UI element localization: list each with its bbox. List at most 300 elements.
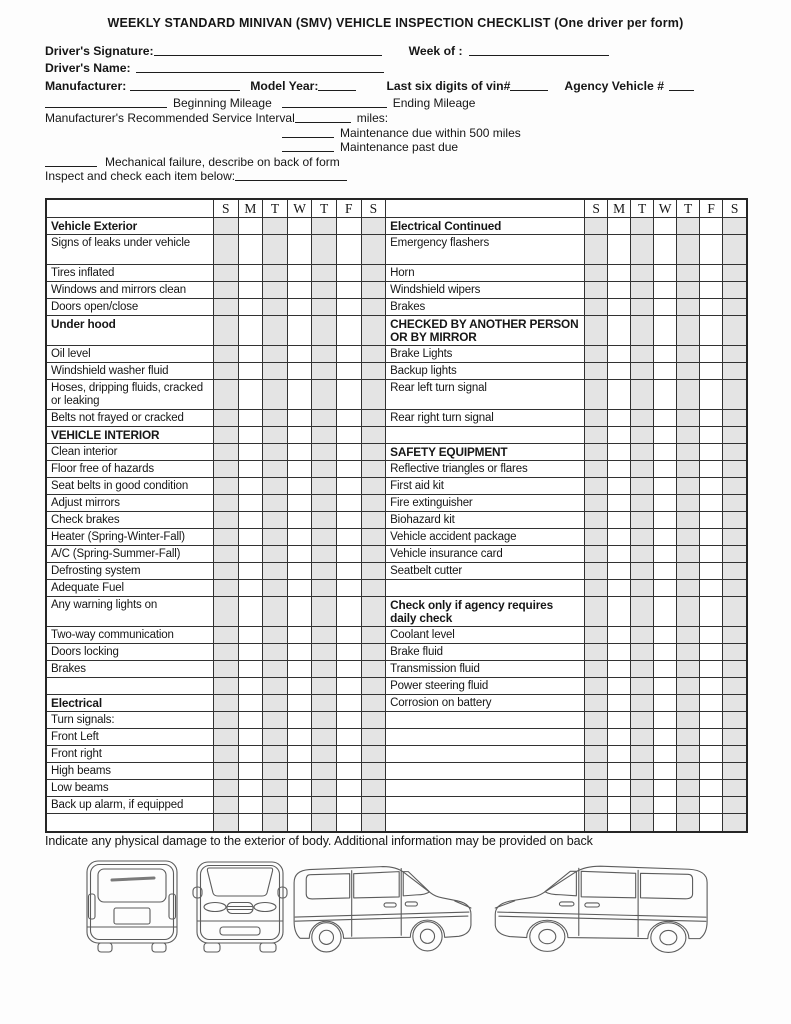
check-cell[interactable]	[288, 235, 313, 265]
check-cell[interactable]	[239, 265, 264, 282]
check-cell[interactable]	[700, 780, 723, 797]
check-cell[interactable]	[239, 529, 264, 546]
check-cell[interactable]	[631, 763, 654, 780]
check-cell[interactable]	[608, 563, 631, 580]
check-cell[interactable]	[337, 627, 362, 644]
check-cell[interactable]	[263, 380, 288, 410]
check-cell[interactable]	[608, 346, 631, 363]
check-cell[interactable]	[677, 580, 700, 597]
check-cell[interactable]	[700, 380, 723, 410]
check-cell[interactable]	[337, 265, 362, 282]
check-cell[interactable]	[631, 797, 654, 814]
check-cell[interactable]	[585, 597, 608, 627]
check-cell[interactable]	[214, 282, 239, 299]
check-cell[interactable]	[362, 546, 387, 563]
check-cell[interactable]	[312, 644, 337, 661]
maintenance-due-field[interactable]	[282, 126, 334, 138]
check-cell[interactable]	[337, 346, 362, 363]
check-cell[interactable]	[654, 218, 677, 235]
check-cell[interactable]	[239, 814, 264, 831]
check-cell[interactable]	[337, 410, 362, 427]
check-cell[interactable]	[362, 512, 387, 529]
check-cell[interactable]	[214, 627, 239, 644]
mechanical-failure-field[interactable]	[45, 155, 97, 167]
check-cell[interactable]	[585, 563, 608, 580]
service-interval-field[interactable]	[295, 111, 351, 123]
check-cell[interactable]	[631, 478, 654, 495]
check-cell[interactable]	[608, 380, 631, 410]
check-cell[interactable]	[608, 410, 631, 427]
check-cell[interactable]	[723, 495, 746, 512]
check-cell[interactable]	[631, 661, 654, 678]
check-cell[interactable]	[312, 316, 337, 346]
check-cell[interactable]	[312, 712, 337, 729]
check-cell[interactable]	[239, 597, 264, 627]
check-cell[interactable]	[631, 235, 654, 265]
check-cell[interactable]	[723, 316, 746, 346]
check-cell[interactable]	[263, 580, 288, 597]
check-cell[interactable]	[263, 346, 288, 363]
check-cell[interactable]	[723, 363, 746, 380]
check-cell[interactable]	[700, 546, 723, 563]
check-cell[interactable]	[631, 746, 654, 763]
check-cell[interactable]	[214, 380, 239, 410]
check-cell[interactable]	[677, 678, 700, 695]
check-cell[interactable]	[700, 661, 723, 678]
check-cell[interactable]	[723, 380, 746, 410]
check-cell[interactable]	[654, 235, 677, 265]
check-cell[interactable]	[263, 363, 288, 380]
check-cell[interactable]	[654, 282, 677, 299]
check-cell[interactable]	[263, 265, 288, 282]
check-cell[interactable]	[337, 797, 362, 814]
check-cell[interactable]	[677, 461, 700, 478]
check-cell[interactable]	[214, 410, 239, 427]
check-cell[interactable]	[288, 814, 313, 831]
check-cell[interactable]	[608, 282, 631, 299]
check-cell[interactable]	[723, 265, 746, 282]
check-cell[interactable]	[677, 363, 700, 380]
check-cell[interactable]	[362, 363, 387, 380]
check-cell[interactable]	[288, 580, 313, 597]
check-cell[interactable]	[312, 444, 337, 461]
check-cell[interactable]	[362, 780, 387, 797]
check-cell[interactable]	[631, 265, 654, 282]
check-cell[interactable]	[700, 235, 723, 265]
check-cell[interactable]	[239, 661, 264, 678]
check-cell[interactable]	[214, 563, 239, 580]
check-cell[interactable]	[654, 580, 677, 597]
check-cell[interactable]	[677, 346, 700, 363]
check-cell[interactable]	[312, 495, 337, 512]
check-cell[interactable]	[288, 265, 313, 282]
check-cell[interactable]	[631, 580, 654, 597]
check-cell[interactable]	[288, 346, 313, 363]
check-cell[interactable]	[362, 712, 387, 729]
check-cell[interactable]	[288, 546, 313, 563]
check-cell[interactable]	[654, 512, 677, 529]
check-cell[interactable]	[362, 218, 387, 235]
check-cell[interactable]	[654, 712, 677, 729]
check-cell[interactable]	[337, 495, 362, 512]
check-cell[interactable]	[214, 235, 239, 265]
check-cell[interactable]	[214, 712, 239, 729]
check-cell[interactable]	[214, 495, 239, 512]
check-cell[interactable]	[585, 529, 608, 546]
check-cell[interactable]	[263, 627, 288, 644]
check-cell[interactable]	[263, 563, 288, 580]
check-cell[interactable]	[700, 712, 723, 729]
check-cell[interactable]	[214, 644, 239, 661]
check-cell[interactable]	[263, 746, 288, 763]
check-cell[interactable]	[362, 316, 387, 346]
check-cell[interactable]	[677, 712, 700, 729]
check-cell[interactable]	[239, 363, 264, 380]
check-cell[interactable]	[631, 512, 654, 529]
check-cell[interactable]	[263, 546, 288, 563]
check-cell[interactable]	[362, 444, 387, 461]
check-cell[interactable]	[288, 299, 313, 316]
check-cell[interactable]	[263, 729, 288, 746]
check-cell[interactable]	[214, 346, 239, 363]
check-cell[interactable]	[214, 478, 239, 495]
check-cell[interactable]	[288, 512, 313, 529]
check-cell[interactable]	[239, 495, 264, 512]
check-cell[interactable]	[654, 797, 677, 814]
check-cell[interactable]	[312, 814, 337, 831]
drivers-signature-field[interactable]	[154, 44, 382, 56]
check-cell[interactable]	[700, 444, 723, 461]
check-cell[interactable]	[608, 316, 631, 346]
check-cell[interactable]	[312, 461, 337, 478]
check-cell[interactable]	[608, 746, 631, 763]
check-cell[interactable]	[700, 316, 723, 346]
check-cell[interactable]	[700, 495, 723, 512]
check-cell[interactable]	[362, 495, 387, 512]
check-cell[interactable]	[214, 427, 239, 444]
check-cell[interactable]	[585, 627, 608, 644]
check-cell[interactable]	[723, 444, 746, 461]
check-cell[interactable]	[631, 529, 654, 546]
check-cell[interactable]	[362, 627, 387, 644]
vin-field[interactable]	[510, 79, 548, 91]
check-cell[interactable]	[337, 597, 362, 627]
maintenance-past-field[interactable]	[282, 140, 334, 152]
check-cell[interactable]	[677, 729, 700, 746]
check-cell[interactable]	[337, 780, 362, 797]
check-cell[interactable]	[239, 461, 264, 478]
check-cell[interactable]	[312, 597, 337, 627]
check-cell[interactable]	[608, 218, 631, 235]
check-cell[interactable]	[723, 627, 746, 644]
check-cell[interactable]	[700, 746, 723, 763]
check-cell[interactable]	[239, 478, 264, 495]
check-cell[interactable]	[362, 346, 387, 363]
check-cell[interactable]	[631, 282, 654, 299]
check-cell[interactable]	[263, 495, 288, 512]
check-cell[interactable]	[631, 814, 654, 831]
check-cell[interactable]	[585, 678, 608, 695]
check-cell[interactable]	[263, 218, 288, 235]
check-cell[interactable]	[263, 461, 288, 478]
check-cell[interactable]	[239, 563, 264, 580]
check-cell[interactable]	[585, 814, 608, 831]
check-cell[interactable]	[677, 780, 700, 797]
check-cell[interactable]	[239, 299, 264, 316]
check-cell[interactable]	[608, 427, 631, 444]
check-cell[interactable]	[239, 763, 264, 780]
check-cell[interactable]	[677, 218, 700, 235]
check-cell[interactable]	[677, 644, 700, 661]
check-cell[interactable]	[362, 661, 387, 678]
check-cell[interactable]	[608, 580, 631, 597]
check-cell[interactable]	[585, 299, 608, 316]
check-cell[interactable]	[585, 644, 608, 661]
check-cell[interactable]	[288, 763, 313, 780]
check-cell[interactable]	[312, 563, 337, 580]
check-cell[interactable]	[631, 363, 654, 380]
check-cell[interactable]	[700, 644, 723, 661]
check-cell[interactable]	[288, 780, 313, 797]
check-cell[interactable]	[312, 797, 337, 814]
check-cell[interactable]	[654, 780, 677, 797]
check-cell[interactable]	[288, 597, 313, 627]
check-cell[interactable]	[677, 746, 700, 763]
check-cell[interactable]	[337, 729, 362, 746]
check-cell[interactable]	[585, 363, 608, 380]
check-cell[interactable]	[214, 729, 239, 746]
check-cell[interactable]	[608, 363, 631, 380]
check-cell[interactable]	[654, 814, 677, 831]
check-cell[interactable]	[288, 410, 313, 427]
check-cell[interactable]	[585, 729, 608, 746]
check-cell[interactable]	[585, 218, 608, 235]
check-cell[interactable]	[337, 235, 362, 265]
check-cell[interactable]	[585, 695, 608, 712]
check-cell[interactable]	[362, 580, 387, 597]
check-cell[interactable]	[312, 218, 337, 235]
check-cell[interactable]	[288, 712, 313, 729]
check-cell[interactable]	[337, 546, 362, 563]
check-cell[interactable]	[631, 597, 654, 627]
check-cell[interactable]	[585, 461, 608, 478]
check-cell[interactable]	[239, 546, 264, 563]
check-cell[interactable]	[608, 512, 631, 529]
inspect-field[interactable]	[235, 169, 347, 181]
check-cell[interactable]	[608, 299, 631, 316]
check-cell[interactable]	[214, 316, 239, 346]
check-cell[interactable]	[214, 797, 239, 814]
check-cell[interactable]	[608, 678, 631, 695]
check-cell[interactable]	[631, 546, 654, 563]
check-cell[interactable]	[263, 597, 288, 627]
check-cell[interactable]	[214, 661, 239, 678]
check-cell[interactable]	[677, 410, 700, 427]
check-cell[interactable]	[214, 580, 239, 597]
check-cell[interactable]	[288, 644, 313, 661]
check-cell[interactable]	[723, 729, 746, 746]
check-cell[interactable]	[239, 512, 264, 529]
check-cell[interactable]	[654, 763, 677, 780]
check-cell[interactable]	[608, 235, 631, 265]
check-cell[interactable]	[263, 780, 288, 797]
check-cell[interactable]	[312, 780, 337, 797]
check-cell[interactable]	[337, 380, 362, 410]
check-cell[interactable]	[239, 797, 264, 814]
check-cell[interactable]	[608, 780, 631, 797]
check-cell[interactable]	[288, 316, 313, 346]
check-cell[interactable]	[337, 316, 362, 346]
check-cell[interactable]	[700, 299, 723, 316]
check-cell[interactable]	[585, 495, 608, 512]
check-cell[interactable]	[214, 218, 239, 235]
check-cell[interactable]	[362, 678, 387, 695]
check-cell[interactable]	[631, 427, 654, 444]
check-cell[interactable]	[677, 597, 700, 627]
check-cell[interactable]	[631, 712, 654, 729]
check-cell[interactable]	[312, 746, 337, 763]
check-cell[interactable]	[723, 410, 746, 427]
check-cell[interactable]	[239, 444, 264, 461]
check-cell[interactable]	[654, 265, 677, 282]
check-cell[interactable]	[362, 644, 387, 661]
check-cell[interactable]	[362, 746, 387, 763]
check-cell[interactable]	[239, 218, 264, 235]
check-cell[interactable]	[214, 695, 239, 712]
check-cell[interactable]	[585, 712, 608, 729]
check-cell[interactable]	[337, 678, 362, 695]
check-cell[interactable]	[263, 763, 288, 780]
beginning-mileage-field[interactable]	[45, 96, 167, 108]
check-cell[interactable]	[214, 265, 239, 282]
check-cell[interactable]	[362, 529, 387, 546]
check-cell[interactable]	[239, 695, 264, 712]
check-cell[interactable]	[288, 661, 313, 678]
check-cell[interactable]	[312, 529, 337, 546]
check-cell[interactable]	[362, 478, 387, 495]
check-cell[interactable]	[239, 644, 264, 661]
check-cell[interactable]	[654, 363, 677, 380]
check-cell[interactable]	[312, 695, 337, 712]
check-cell[interactable]	[608, 644, 631, 661]
check-cell[interactable]	[362, 380, 387, 410]
check-cell[interactable]	[585, 444, 608, 461]
check-cell[interactable]	[631, 780, 654, 797]
check-cell[interactable]	[263, 512, 288, 529]
check-cell[interactable]	[312, 410, 337, 427]
check-cell[interactable]	[362, 461, 387, 478]
check-cell[interactable]	[723, 644, 746, 661]
check-cell[interactable]	[654, 729, 677, 746]
check-cell[interactable]	[263, 444, 288, 461]
check-cell[interactable]	[263, 235, 288, 265]
check-cell[interactable]	[288, 495, 313, 512]
check-cell[interactable]	[631, 644, 654, 661]
check-cell[interactable]	[723, 546, 746, 563]
check-cell[interactable]	[700, 363, 723, 380]
check-cell[interactable]	[337, 427, 362, 444]
check-cell[interactable]	[312, 627, 337, 644]
check-cell[interactable]	[288, 529, 313, 546]
check-cell[interactable]	[723, 529, 746, 546]
check-cell[interactable]	[700, 427, 723, 444]
check-cell[interactable]	[700, 580, 723, 597]
check-cell[interactable]	[608, 712, 631, 729]
check-cell[interactable]	[654, 529, 677, 546]
check-cell[interactable]	[631, 678, 654, 695]
check-cell[interactable]	[263, 678, 288, 695]
check-cell[interactable]	[239, 316, 264, 346]
check-cell[interactable]	[337, 512, 362, 529]
check-cell[interactable]	[700, 729, 723, 746]
check-cell[interactable]	[723, 712, 746, 729]
check-cell[interactable]	[631, 729, 654, 746]
check-cell[interactable]	[239, 678, 264, 695]
check-cell[interactable]	[608, 265, 631, 282]
check-cell[interactable]	[700, 461, 723, 478]
check-cell[interactable]	[654, 746, 677, 763]
ending-mileage-field[interactable]	[282, 96, 387, 108]
check-cell[interactable]	[337, 444, 362, 461]
check-cell[interactable]	[214, 814, 239, 831]
check-cell[interactable]	[263, 797, 288, 814]
check-cell[interactable]	[585, 478, 608, 495]
check-cell[interactable]	[631, 627, 654, 644]
check-cell[interactable]	[214, 444, 239, 461]
check-cell[interactable]	[312, 427, 337, 444]
check-cell[interactable]	[631, 380, 654, 410]
check-cell[interactable]	[263, 410, 288, 427]
check-cell[interactable]	[677, 282, 700, 299]
check-cell[interactable]	[288, 797, 313, 814]
check-cell[interactable]	[263, 478, 288, 495]
check-cell[interactable]	[723, 797, 746, 814]
check-cell[interactable]	[608, 478, 631, 495]
check-cell[interactable]	[700, 563, 723, 580]
check-cell[interactable]	[631, 695, 654, 712]
check-cell[interactable]	[239, 627, 264, 644]
check-cell[interactable]	[337, 580, 362, 597]
check-cell[interactable]	[337, 478, 362, 495]
check-cell[interactable]	[288, 695, 313, 712]
check-cell[interactable]	[700, 797, 723, 814]
check-cell[interactable]	[337, 712, 362, 729]
check-cell[interactable]	[312, 299, 337, 316]
check-cell[interactable]	[362, 299, 387, 316]
check-cell[interactable]	[677, 661, 700, 678]
check-cell[interactable]	[654, 410, 677, 427]
check-cell[interactable]	[337, 461, 362, 478]
check-cell[interactable]	[608, 627, 631, 644]
check-cell[interactable]	[700, 410, 723, 427]
check-cell[interactable]	[337, 814, 362, 831]
check-cell[interactable]	[214, 299, 239, 316]
check-cell[interactable]	[723, 299, 746, 316]
check-cell[interactable]	[608, 814, 631, 831]
check-cell[interactable]	[312, 546, 337, 563]
check-cell[interactable]	[677, 495, 700, 512]
check-cell[interactable]	[362, 597, 387, 627]
check-cell[interactable]	[362, 814, 387, 831]
check-cell[interactable]	[214, 546, 239, 563]
check-cell[interactable]	[239, 780, 264, 797]
check-cell[interactable]	[654, 380, 677, 410]
check-cell[interactable]	[263, 712, 288, 729]
check-cell[interactable]	[700, 346, 723, 363]
check-cell[interactable]	[677, 627, 700, 644]
manufacturer-field[interactable]	[130, 79, 240, 91]
check-cell[interactable]	[700, 512, 723, 529]
